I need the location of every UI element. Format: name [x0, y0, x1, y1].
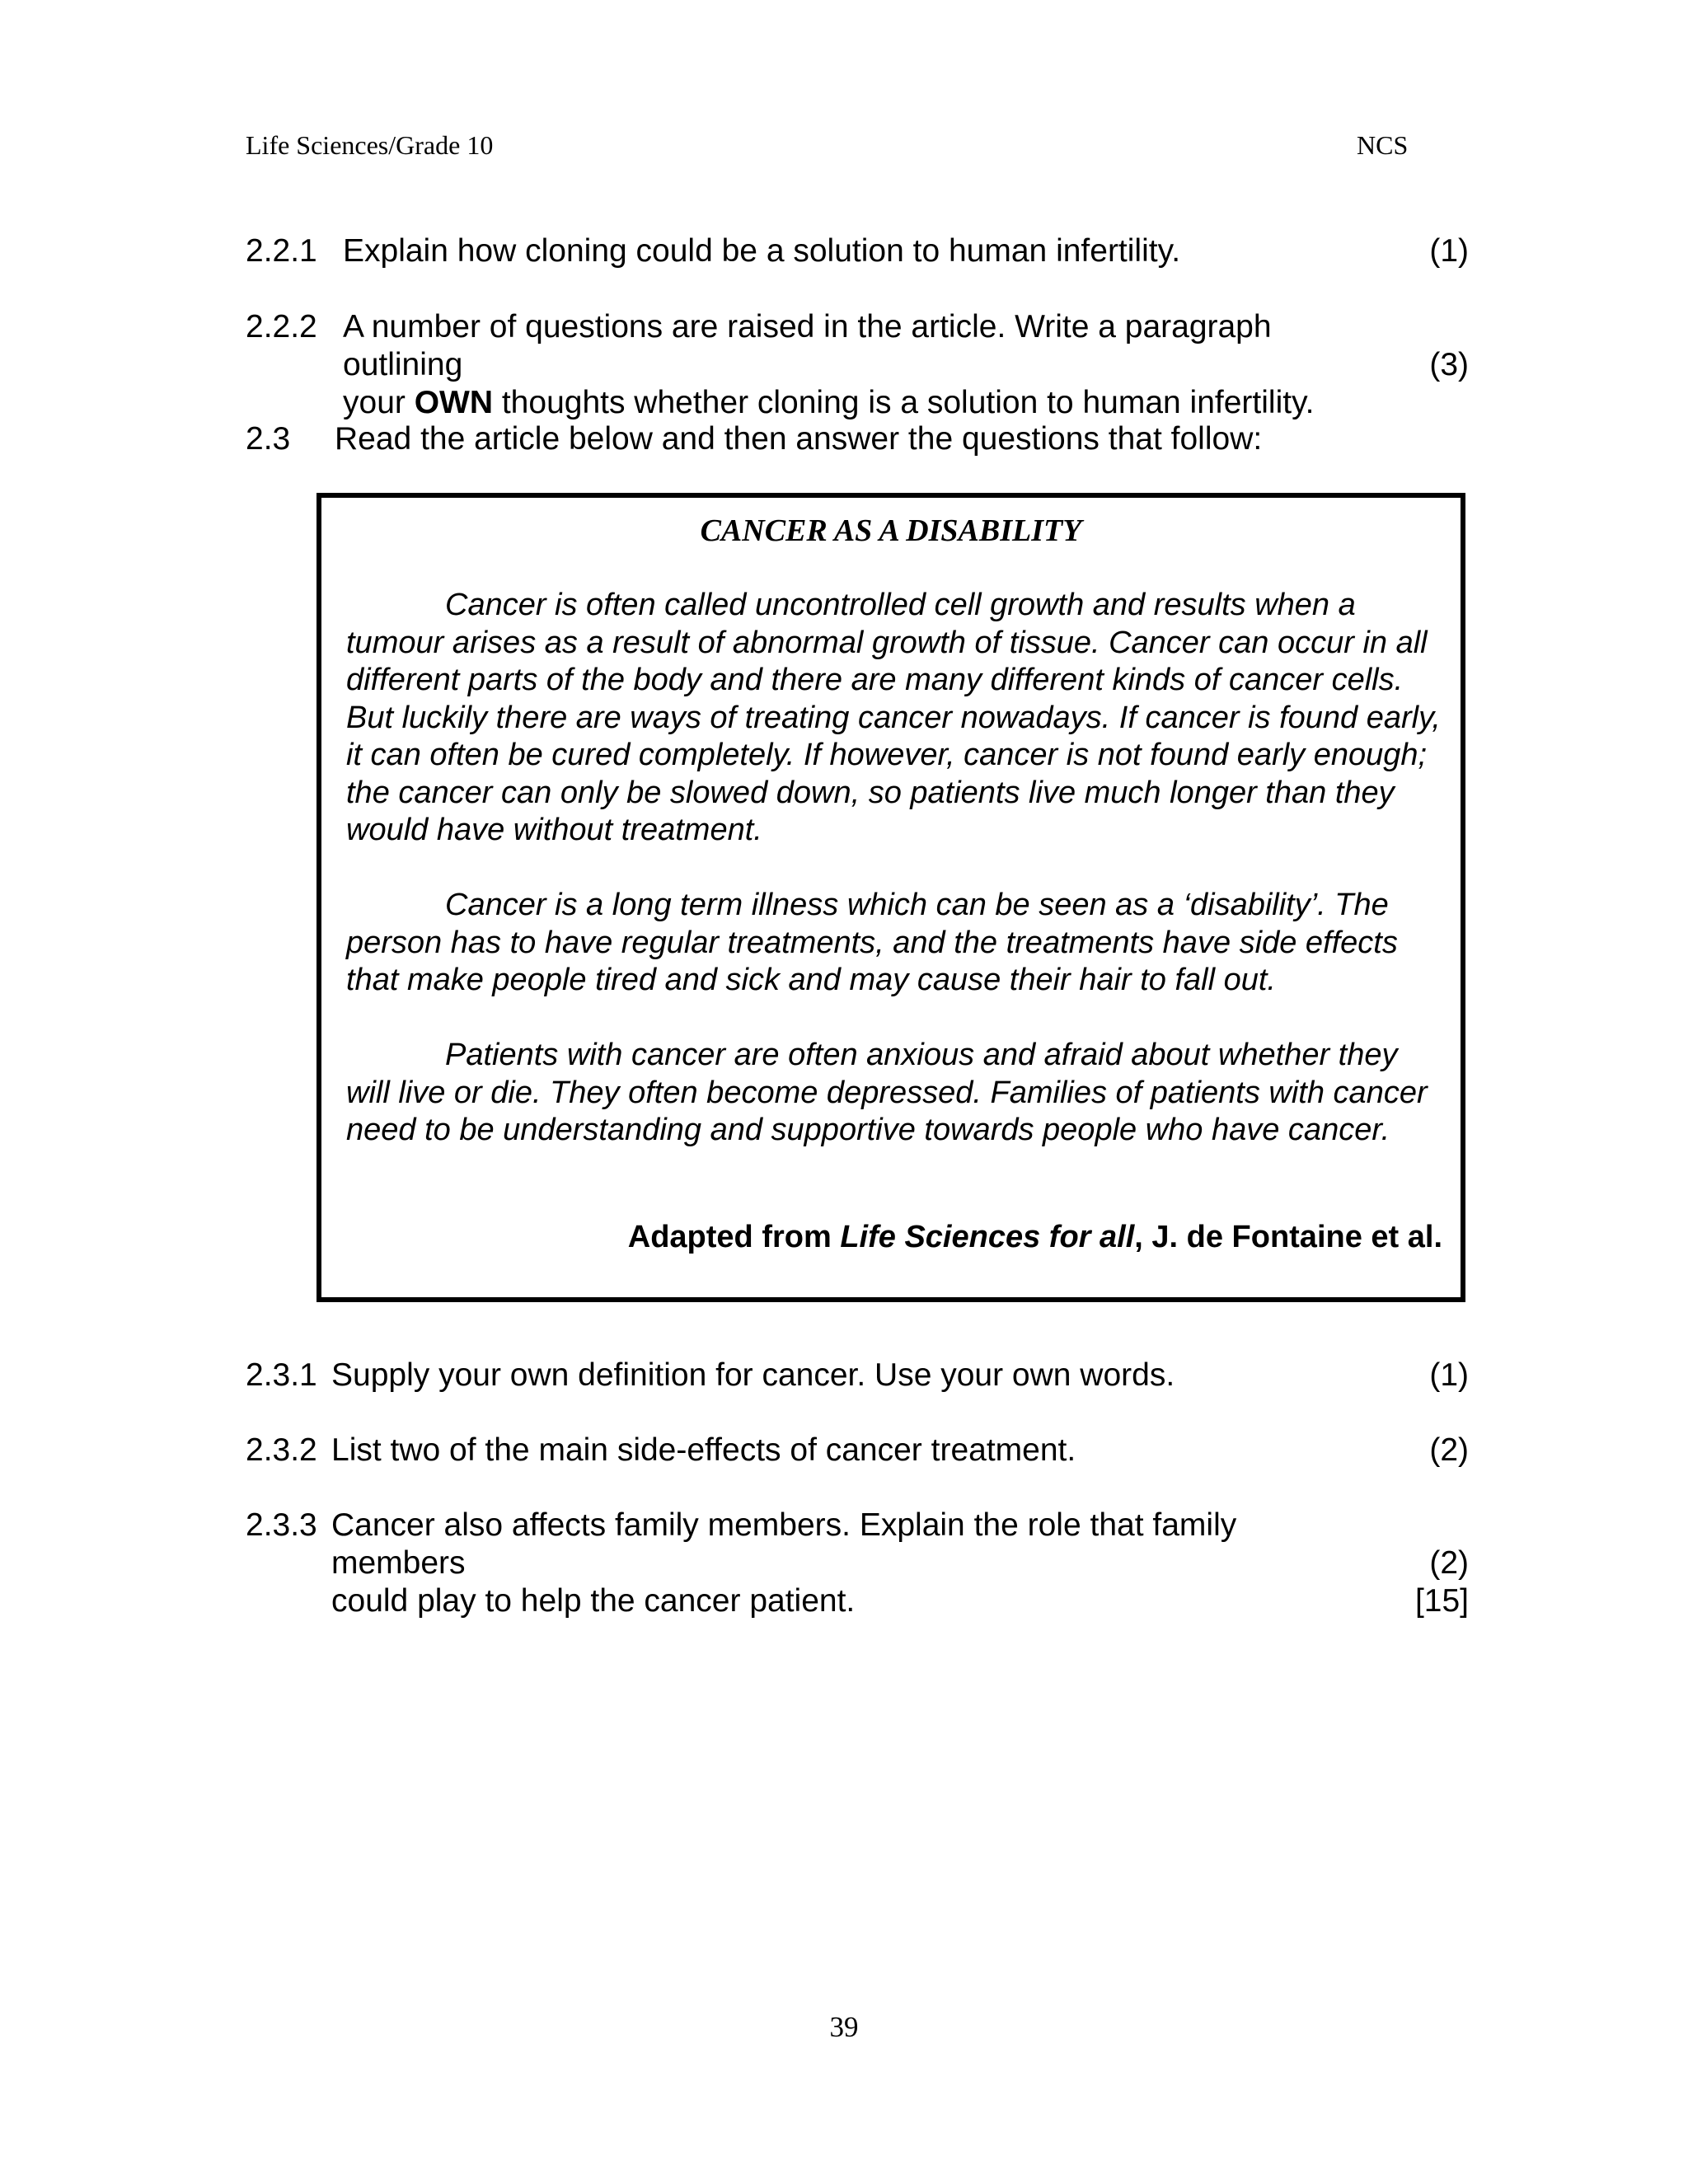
question-text: Read the article below and then answer the questions that follow:: [335, 421, 1263, 457]
question-text-line-2: your OWN thoughts whether cloning is a solution to human infertility.: [343, 385, 1315, 420]
question-number: 2.3.3: [246, 1507, 317, 1543]
question-mark: (3): [1429, 347, 1469, 382]
section-total-mark: [15]: [1414, 1583, 1469, 1619]
question-number: 2.2.2: [246, 309, 317, 344]
question-number: 2.2.1: [246, 233, 317, 269]
question-text: [343, 308, 1381, 422]
document-header-curriculum: NCS: [1357, 130, 1409, 160]
document-header-subject: Life Sciences/Grade 10: [246, 130, 494, 160]
question-number: 2.3: [246, 421, 291, 457]
question-mark: (2): [1429, 1545, 1469, 1581]
article-paragraph-2: Cancer is a long term illness which can be seen as a ‘disability’. The person has to have regular treatments, and the treatments have side effects that make people tired and sick and may cause their hair to fall out.: [346, 888, 1398, 997]
emphasis-own: OWN: [414, 385, 494, 420]
question-number: 2.3.2: [246, 1432, 317, 1468]
question-text: Supply your own definition for cancer. Use your own words.: [331, 1357, 1175, 1393]
question-mark: (1): [1429, 1357, 1469, 1393]
question-text-line-1: Cancer also affects family members. Explain the role that family members: [331, 1507, 1237, 1581]
question-mark: (1): [1429, 233, 1469, 269]
question-text-line-2: could play to help the cancer patient.: [331, 1583, 856, 1619]
source-book-title: Life Sciences for all: [840, 1220, 1135, 1254]
question-text: Explain how cloning could be a solution to human infertility.: [343, 233, 1181, 269]
article-paragraph-3: Patients with cancer are often anxious and afraid about whether they will live or die. They often become depressed. Families of patients with cancer need to be understanding and supportive towards people who have cancer.: [346, 1038, 1428, 1147]
article-box: [316, 493, 1465, 1302]
page-number: 39: [829, 2011, 859, 2043]
question-mark: (2): [1429, 1432, 1469, 1468]
article-title: CANCER AS A DISABILITY: [700, 513, 1082, 548]
article-paragraph-1: Cancer is often called uncontrolled cell growth and results when a tumour arises as a result of abnormal growth of tissue. Cancer can occur in all different parts of the body and there are many different kinds of cancer cells. But luckily there are ways of treating cancer nowadays. If cancer is found early, it can often be cured completely. If however, cancer is not found early enough; the cancer can only be slowed down, so patients live much longer than they would have without treatment.: [346, 588, 1441, 847]
question-number: 2.3.1: [246, 1357, 317, 1393]
article-source: Adapted from Life Sciences for all, J. de Fontaine et al.: [627, 1220, 1442, 1254]
question-text: [331, 1507, 1370, 1620]
question-text-line-1: A number of questions are raised in the article. Write a paragraph outlining: [343, 309, 1272, 382]
question-text: List two of the main side-effects of cancer treatment.: [331, 1432, 1076, 1468]
